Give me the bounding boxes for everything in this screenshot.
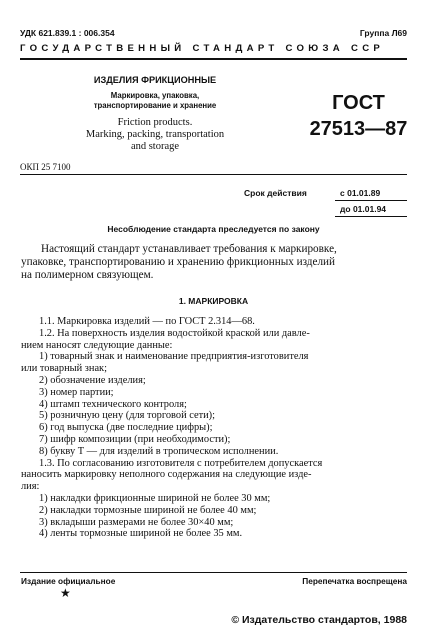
validity-label: Срок действия [244,188,307,198]
clause-1-2-line2: нием наносят следующие данные: [21,339,173,351]
clause-1-3-list [21,493,411,540]
star-icon: ★ [60,586,71,600]
clause-1-2-line1: 1.2. На поверхность изделия водостойкой краской или давле- [39,327,310,339]
section-title: 1. МАРКИРОВКА [178,296,249,306]
list-item: 4) ленты тормозные шириной не более 35 мм. [39,528,243,540]
validity-rule-2 [335,216,407,217]
title-en-line1: Friction products. [117,117,193,128]
validity-from: с 01.01.89 [340,188,381,198]
official-edition: Издание официальное [21,576,116,586]
clause-1-1: 1.1. Маркировка изделий — по ГОСТ 2.314—68. [39,316,255,327]
clause-1-3-line1: 1.3. По согласованию изготовителя с потребителем допускается [39,457,323,469]
subtitle-ru-line2: транспортирование и хранение [93,101,217,110]
intro-line: упаковке, транспортированию и хранению фрикционных изделий [21,256,336,268]
reprint-prohibited: Перепечатка воспрещена [302,576,407,586]
list-item: 5) розничную цену (для торговой сети); [39,410,216,422]
okp-code: ОКП 25 7100 [20,162,71,172]
subtitle-ru-line1: Маркировка, упаковка, [110,91,200,100]
validity-to: до 01.01.94 [340,204,387,214]
list-item: 6) год выпуска (две последние цифры); [39,422,213,434]
list-item: 8) букву Т — для изделий в тропическом исполнении. [39,445,279,457]
title-rule [20,174,407,175]
intro-line: Настоящий стандарт устанавливает требования к маркировке, [41,243,337,255]
footer-rule [20,572,407,573]
title-en-line3: and storage [130,141,180,152]
group-code: Группа Л69 [359,28,407,38]
copyright: © Издательство стандартов, 1988 [231,614,407,626]
legal-warning: Несоблюдение стандарта преследуется по закону [107,224,320,234]
intro-line: на полимерном связующем. [21,269,154,281]
header-rule [20,58,407,60]
list-item: 4) штамп технического контроля; [39,398,187,410]
clauses-block [21,316,411,540]
clause-1-3-line2: наносить маркировку неполного содержания на следующие изде- [21,469,312,481]
list-item: 3) вкладыши размерами не более 30×40 мм; [39,516,234,528]
title-en-line2: Marking, packing, transportation [85,129,225,140]
standard-banner: ГОСУДАРСТВЕННЫЙ СТАНДАРТ СОЮЗА ССР [20,43,385,54]
list-item: 1) накладки фрикционные шириной не более 30 мм; [39,492,271,504]
list-item: 3) номер партии; [39,386,114,398]
clause-1-3-line3: лия: [21,481,40,493]
gost-number: 27513—87 [309,118,408,140]
clause-1-2-list [21,351,411,457]
list-item: 7) шифр композиции (при необходимости); [39,433,231,445]
list-item: 2) обозначение изделия; [39,374,146,386]
intro-paragraph [21,243,411,282]
udk-code: УДК 621.839.1 : 006.354 [20,28,115,38]
list-item: 2) накладки тормозные шириной не более 40 мм; [39,504,257,516]
list-item: 1) товарный знак и наименование предприятия-изготовителя [39,351,309,363]
title-ru: ИЗДЕЛИЯ ФРИКЦИОННЫЕ [93,75,217,85]
validity-rule-1 [335,200,407,201]
gost-label: ГОСТ [332,92,385,114]
list-item: или товарный знак; [21,363,107,375]
